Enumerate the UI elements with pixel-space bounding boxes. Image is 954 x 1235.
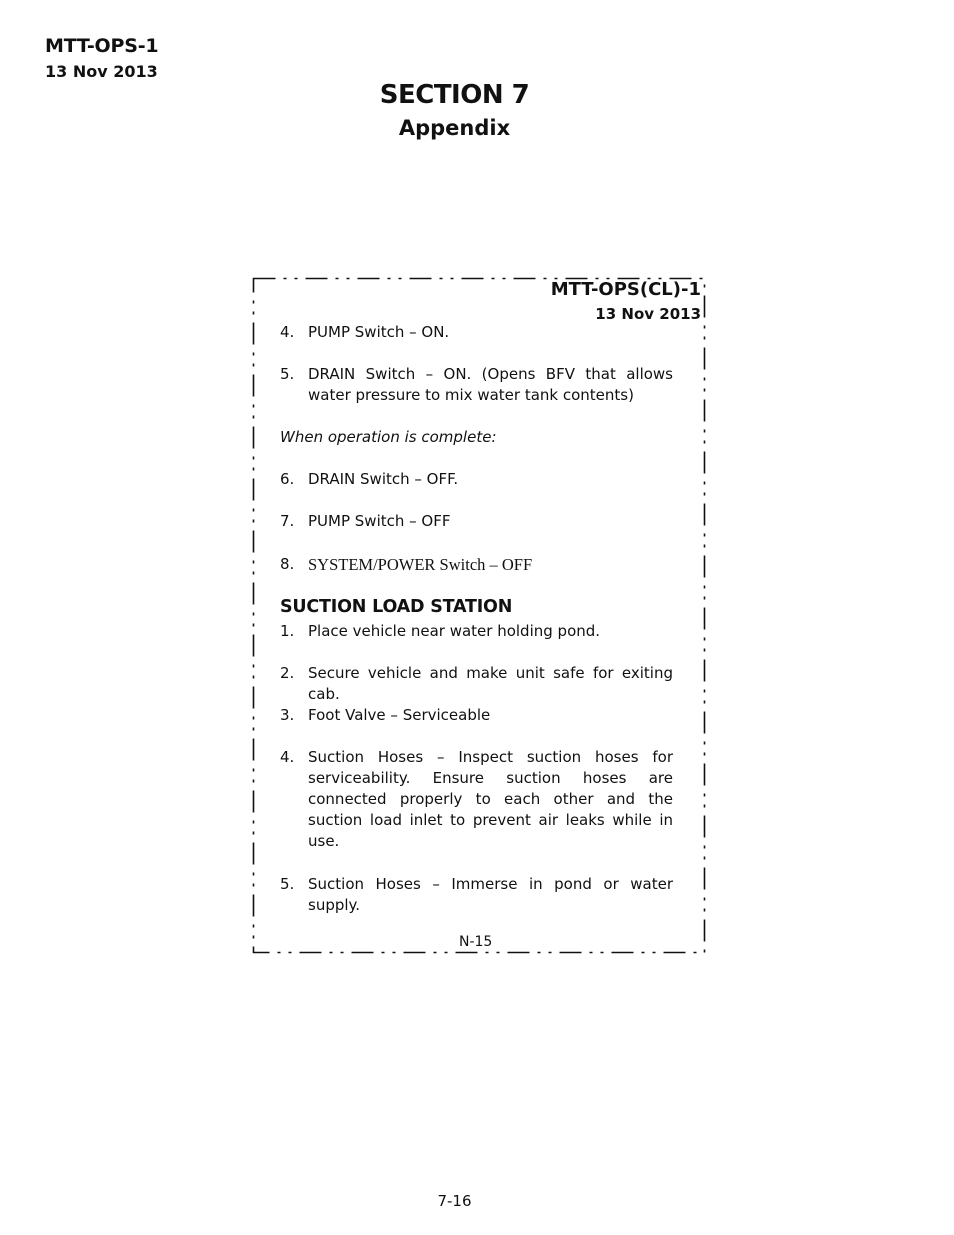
step-number: 5. xyxy=(280,875,295,893)
step-text: DRAIN Switch – OFF. xyxy=(308,470,459,488)
step-number: 2. xyxy=(280,664,295,682)
step-text: Suction Hoses – Inspect suction hoses for serviceability. Ensure suction hoses are connected properly to each other and the suction load inlet to prevent air leaks while in use. xyxy=(308,748,673,850)
step-text: DRAIN Switch – ON. (Opens BFV that allows water pressure to mix water tank contents) xyxy=(308,365,673,404)
step-number: 1. xyxy=(280,622,295,640)
list-item xyxy=(280,364,673,406)
step-text: Place vehicle near water holding pond. xyxy=(308,622,601,640)
list-item xyxy=(280,511,673,532)
step-text: PUMP Switch – OFF xyxy=(308,512,451,530)
list-item xyxy=(280,621,673,642)
section-subtitle: Appendix xyxy=(398,116,511,140)
card-page-number: N-15 xyxy=(459,934,493,950)
document-id: MTT-OPS-1 xyxy=(45,35,159,57)
step-number: 8. xyxy=(280,555,295,573)
list-item xyxy=(280,705,673,726)
checklist-card xyxy=(253,278,705,953)
step-text: Foot Valve – Serviceable xyxy=(308,706,491,724)
document-date: 13 Nov 2013 xyxy=(45,62,158,81)
list-item xyxy=(280,469,673,490)
step-number: 4. xyxy=(280,748,295,766)
card-document-date: 13 Nov 2013 xyxy=(595,305,701,323)
step-text: Secure vehicle and make unit safe for exiting cab. xyxy=(308,664,673,703)
list-item xyxy=(280,874,673,916)
step-number: 6. xyxy=(280,470,295,488)
card-document-id: MTT-OPS(CL)-1 xyxy=(550,279,701,300)
list-item xyxy=(280,322,673,343)
step-text: PUMP Switch – ON. xyxy=(308,323,450,341)
list-item xyxy=(280,663,673,705)
section-heading: SUCTION LOAD STATION xyxy=(280,597,513,617)
step-text: SYSTEM/POWER Switch – OFF xyxy=(308,555,533,574)
section-title: SECTION 7 xyxy=(379,80,530,110)
list-item xyxy=(280,554,673,575)
step-text: Suction Hoses – Immerse in pond or water supply. xyxy=(308,875,673,914)
list-item xyxy=(280,747,673,852)
completion-note: When operation is complete: xyxy=(280,428,497,446)
step-number: 4. xyxy=(280,323,295,341)
step-number: 3. xyxy=(280,706,295,724)
page-number: 7-16 xyxy=(437,1192,472,1210)
step-number: 7. xyxy=(280,512,295,530)
step-number: 5. xyxy=(280,365,295,383)
